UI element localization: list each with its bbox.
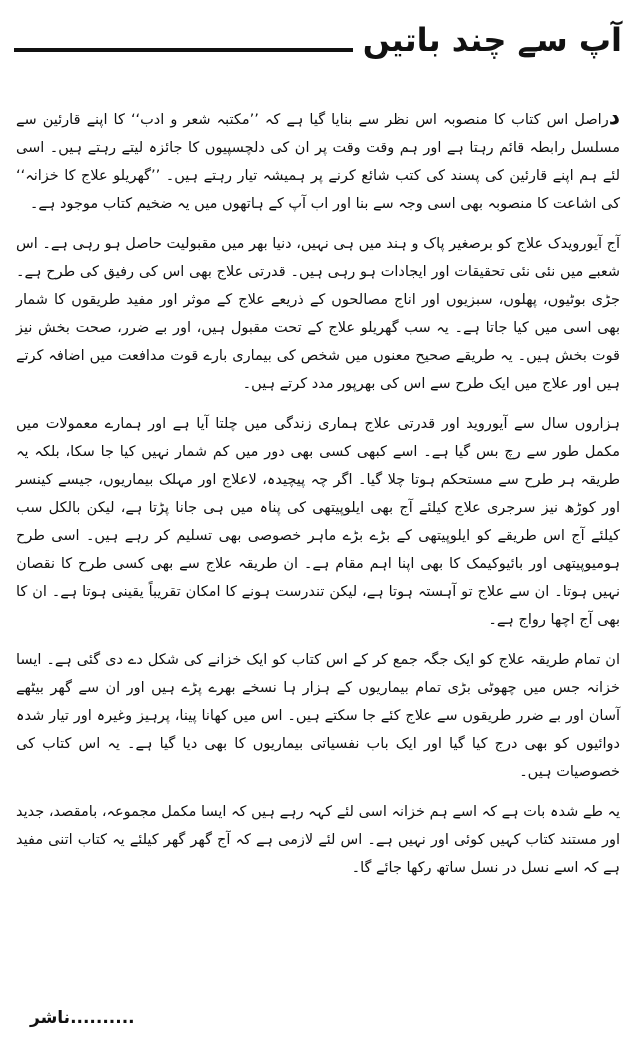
page-title: آپ سے چند باتیں bbox=[362, 21, 622, 59]
paragraph-5: یہ طے شدہ بات ہے کہ اسے ہم خزانہ اسی لئے کہہ رہے ہیں کہ ایسا مکمل مجموعہ، بامقصد، جدید اور مستند کتاب کہیں کوئی اور نہیں ہے۔ اس لئے لازمی ہے کہ آج گھر گھر کیلئے یہ کتاب اتنی مفید ہے کہ اسے نسل در نسل ساتھ رکھا جائے گا۔ bbox=[15, 804, 620, 876]
article-body bbox=[16, 104, 620, 894]
paragraph-2: آج آیورویدک علاج کو برصغیر پاک و ہند میں ہی نہیں، دنیا بھر میں مقبولیت حاصل ہو رہی ہے۔ اس شعبے میں نئی نئی تحقیقات اور ایجادات ہو رہی ہیں۔ قدرتی علاج بھی اس کی رفیق کی طرح ہے۔ جڑی بوٹیوں، پھلوں، سبزیوں اور اناج مصالحوں کے ذریعے علاج کے موثر اور مفید طریقوں کا شمار بھی اسی میں کیا جاتا ہے۔ یہ سب گھریلو علاج کے تحت مقبول ہیں، اور بے ضرر، صحت بخش نیز قوت بخش ہیں۔ یہ طریقے صحیح معنوں میں شخص کی بیماری بارے قوت مدافعت میں اضافہ کرتے ہیں اور علاج میں ایک طرح سے اس کی بھرپور مدد کرتے ہیں۔ bbox=[16, 236, 620, 392]
paragraph-4: ان تمام طریقہ علاج کو ایک جگہ جمع کر کے اس کتاب کو ایک خزانے کی شکل دے دی گئی ہے۔ ایسا خزانہ جس میں چھوٹی بڑی تمام بیماریوں کے ہزار ہا نسخے بھرے پڑے ہیں اور ان سے گھر بیٹھے آسان اور بے ضرر طریقوں سے علاج کئے جا سکتے ہیں۔ اس میں کھانا پینا، پرہیز وغیرہ اور تیار شدہ دوائیوں کو بھی درج کیا گیا اور ایک باب نفسیاتی بیماریوں کا بھی دیا گیا ہے۔ یہ اس کتاب کی خصوصیات ہیں۔ bbox=[16, 652, 620, 780]
page-header bbox=[14, 10, 622, 60]
paragraph-1: دراصل اس کتاب کا منصوبہ اس نظر سے بنایا گیا ہے کہ ’’مکتبہ شعر و ادب‘‘ کا اپنے قارئین سے مسلسل رابطہ قائم رہتا ہے اور ہم وقت وقت پر ان کی دلچسپیوں کا جائزہ لیتے رہتے ہیں۔ اسی لئے ہم اپنے قارئین کی پسند کی کتب شائع کرنے پر ہمیشہ تیار رہتے ہیں۔ ’’گھریلو علاج کا خزانہ‘‘ کی اشاعت کا منصوبہ بھی اسی وجہ سے بنا اور اب آپ کے ہاتھوں میں یہ ضخیم کتاب موجود ہے۔ bbox=[16, 105, 620, 212]
publisher-signature: ناشر.......... bbox=[30, 1008, 135, 1028]
paragraph-3: ہزاروں سال سے آیوروید اور قدرتی علاج ہماری زندگی میں چلتا آیا ہے اور ہمارے معمولات میں مکمل طور سے رچ بس گیا ہے۔ اسے کبھی کسی بھی دور میں کم شمار نہیں کیا جا سکا، بلکہ یہ طریقہ ہر طرح سے مستحکم ہوتا چلا گیا۔ اگر چہ پیچیدہ، لاعلاج اور مہلک بیماریوں، جیسے کینسر اور کوڑھ نیز سرجری علاج کیلئے آج بھی ایلوپیتھی کی پناہ میں ہی جانا پڑتا ہے، لیکن بالکل سب کیلئے آج اس طریقے کو ایلوپیتھی کے بڑے بڑے ماہر خصوصی بھی تسلیم کر رہے ہیں۔ اسی طرح ہومیوپیتھی اور بائیوکیمک کا بھی اپنا اہم مقام ہے۔ ان طریقہ علاج سے بھی کسی طرح کا نقصان نہیں ہوتا۔ ان سے علاج تو آہستہ ہوتا ہے، لیکن تندرست ہونے کا امکان تقریباً یقینی ہوتا ہے۔ ان کا بھی آج اچھا رواج ہے۔ bbox=[16, 416, 620, 628]
title-underline bbox=[14, 48, 353, 52]
